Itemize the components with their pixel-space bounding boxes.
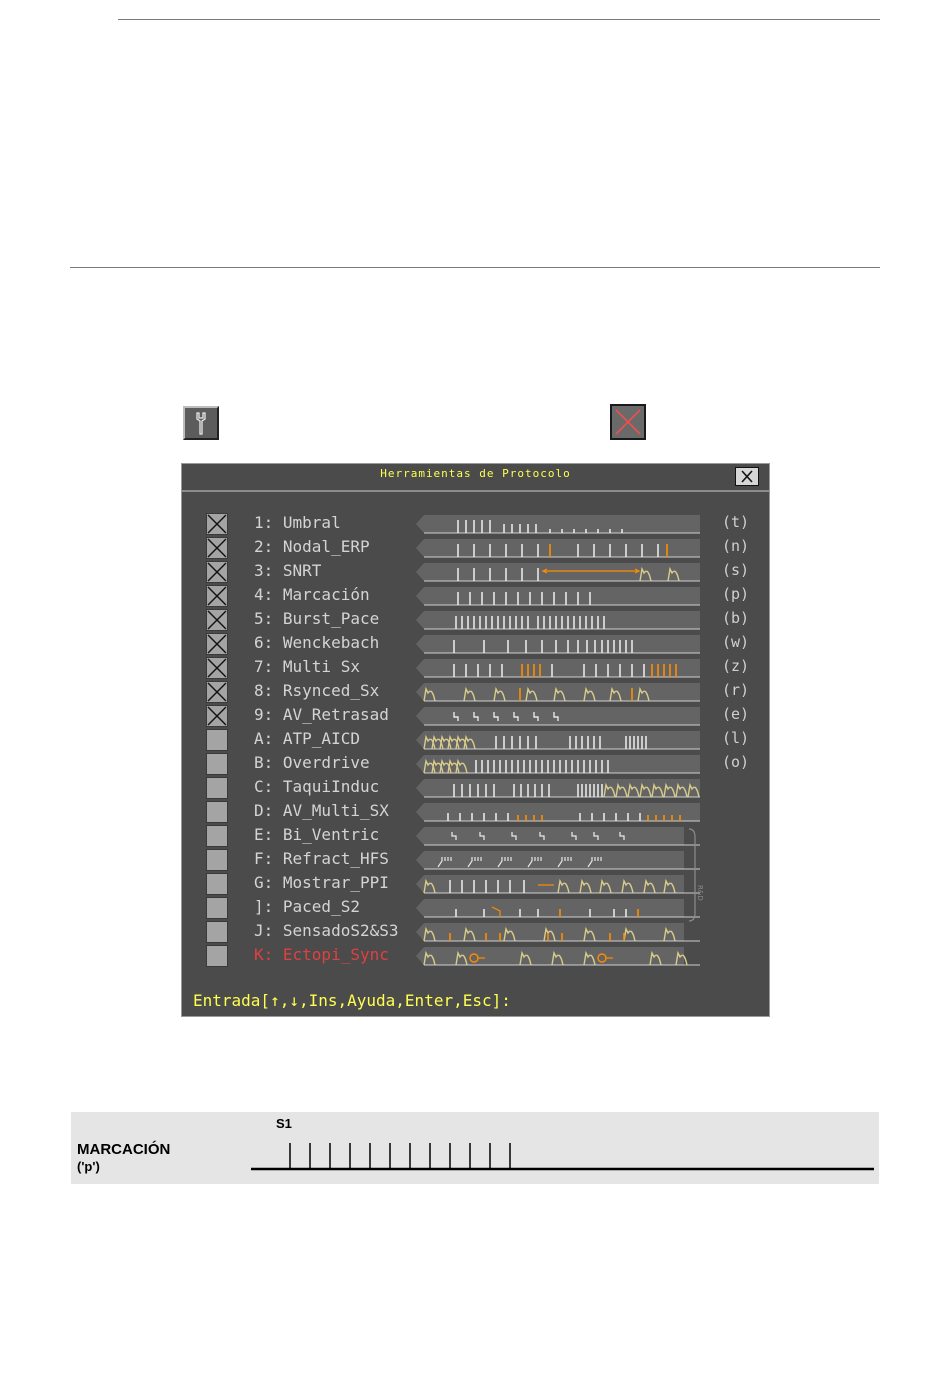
protocol-label: 5: Burst_Pace bbox=[254, 609, 380, 628]
protocol-strip bbox=[414, 633, 704, 655]
protocol-shortcut: (o) bbox=[722, 753, 750, 771]
protocol-row[interactable] bbox=[182, 583, 769, 607]
protocol-checkbox[interactable] bbox=[206, 729, 228, 751]
protocol-strip bbox=[414, 729, 704, 751]
protocol-strip bbox=[414, 681, 704, 703]
protocol-strip bbox=[414, 873, 704, 895]
protocol-checkbox[interactable] bbox=[206, 825, 228, 847]
protocol-label: 2: Nodal_ERP bbox=[254, 537, 370, 556]
protocol-strip bbox=[414, 609, 704, 631]
protocol-shortcut: (s) bbox=[722, 561, 750, 579]
protocol-row[interactable] bbox=[182, 727, 769, 751]
protocol-checkbox[interactable] bbox=[206, 849, 228, 871]
protocol-strip bbox=[414, 753, 704, 775]
protocol-shortcut: (r) bbox=[722, 681, 750, 699]
protocol-row[interactable] bbox=[182, 535, 769, 559]
protocol-row[interactable] bbox=[182, 751, 769, 775]
protocol-strip bbox=[414, 777, 704, 799]
protocol-checkbox[interactable] bbox=[206, 897, 228, 919]
protocol-row[interactable] bbox=[182, 847, 769, 871]
protocol-checkbox[interactable] bbox=[206, 513, 228, 535]
header-rule bbox=[118, 19, 880, 20]
marcacion-trace bbox=[71, 1112, 879, 1184]
protocol-shortcut: (l) bbox=[722, 729, 750, 747]
protocol-checkbox[interactable] bbox=[206, 657, 228, 679]
protocol-row[interactable] bbox=[182, 655, 769, 679]
band-title: MARCACIÓN bbox=[77, 1141, 171, 1158]
strip-bg bbox=[416, 635, 700, 653]
protocol-shortcut: (z) bbox=[722, 657, 750, 675]
protocol-strip bbox=[414, 705, 704, 727]
close-x-icon bbox=[736, 468, 758, 485]
protocol-label: J: SensadoS2&S3 bbox=[254, 921, 399, 940]
input-prompt: Entrada[↑,↓,Ins,Ayuda,Enter,Esc]: bbox=[193, 991, 511, 1010]
protocol-strip bbox=[414, 513, 704, 535]
protocol-checkbox[interactable] bbox=[206, 753, 228, 775]
protocol-label: 1: Umbral bbox=[254, 513, 341, 532]
protocol-checkbox[interactable] bbox=[206, 945, 228, 967]
protocol-row[interactable] bbox=[182, 607, 769, 631]
protocol-label: E: Bi_Ventric bbox=[254, 825, 380, 844]
protocol-shortcut: (p) bbox=[722, 585, 750, 603]
protocol-strip bbox=[414, 921, 704, 943]
protocol-row[interactable] bbox=[182, 559, 769, 583]
protocol-shortcut: (b) bbox=[722, 609, 750, 627]
protocol-strip bbox=[414, 585, 704, 607]
protocol-strip bbox=[414, 945, 704, 967]
protocol-row[interactable] bbox=[182, 919, 769, 943]
protocol-shortcut: (t) bbox=[722, 513, 750, 531]
section-rule bbox=[70, 267, 880, 268]
protocol-strip bbox=[414, 657, 704, 679]
protocol-row[interactable] bbox=[182, 679, 769, 703]
wrench-icon bbox=[185, 408, 217, 438]
checked-x-icon bbox=[207, 682, 227, 702]
band-key: ('p') bbox=[77, 1159, 100, 1174]
protocol-checkbox[interactable] bbox=[206, 585, 228, 607]
strip-bg bbox=[416, 803, 700, 821]
rnd-bracket bbox=[687, 827, 704, 923]
checked-x-icon bbox=[207, 538, 227, 558]
protocol-label: 7: Multi Sx bbox=[254, 657, 360, 676]
protocol-checkbox[interactable] bbox=[206, 777, 228, 799]
checked-x-icon bbox=[207, 658, 227, 678]
protocol-checkbox[interactable] bbox=[206, 873, 228, 895]
protocol-tools-panel bbox=[181, 463, 770, 1017]
protocol-strip bbox=[414, 561, 704, 583]
protocol-label: K: Ectopi_Sync bbox=[254, 945, 389, 964]
protocol-label: B: Overdrive bbox=[254, 753, 370, 772]
protocol-label: G: Mostrar_PPI bbox=[254, 873, 389, 892]
checked-x-icon bbox=[207, 634, 227, 654]
rnd-label: R&D bbox=[696, 885, 704, 901]
protocol-label: A: ATP_AICD bbox=[254, 729, 360, 748]
protocol-label: 8: Rsynced_Sx bbox=[254, 681, 380, 700]
checked-x-icon bbox=[207, 706, 227, 726]
protocol-shortcut: (n) bbox=[722, 537, 750, 555]
protocol-checkbox[interactable] bbox=[206, 921, 228, 943]
protocol-label: 6: Wenckebach bbox=[254, 633, 380, 652]
protocol-tools-button[interactable] bbox=[183, 406, 219, 440]
protocol-label: 9: AV_Retrasad bbox=[254, 705, 389, 724]
protocol-shortcut: (e) bbox=[722, 705, 750, 723]
protocol-row[interactable] bbox=[182, 895, 769, 919]
protocol-label: D: AV_Multi_SX bbox=[254, 801, 389, 820]
protocol-checkbox[interactable] bbox=[206, 705, 228, 727]
strip-bg bbox=[416, 851, 684, 869]
protocol-checkbox[interactable] bbox=[206, 561, 228, 583]
strip-bg bbox=[416, 611, 700, 629]
protocol-checkbox[interactable] bbox=[206, 681, 228, 703]
protocol-row[interactable] bbox=[182, 703, 769, 727]
protocol-strip bbox=[414, 897, 704, 919]
protocol-row[interactable] bbox=[182, 943, 769, 967]
protocol-label: 3: SNRT bbox=[254, 561, 322, 580]
protocol-strip bbox=[414, 537, 704, 559]
band-s1-label: S1 bbox=[276, 1116, 292, 1131]
cancel-tool-button[interactable] bbox=[610, 404, 646, 440]
checked-x-icon bbox=[207, 562, 227, 582]
marcacion-band bbox=[71, 1112, 879, 1184]
protocol-label: F: Refract_HFS bbox=[254, 849, 389, 868]
protocol-checkbox[interactable] bbox=[206, 537, 228, 559]
protocol-checkbox[interactable] bbox=[206, 801, 228, 823]
protocol-row[interactable] bbox=[182, 631, 769, 655]
close-button[interactable] bbox=[735, 467, 759, 486]
protocol-row[interactable] bbox=[182, 799, 769, 823]
panel-title: Herramientas de Protocolo bbox=[380, 467, 571, 480]
title-separator bbox=[182, 490, 769, 492]
strip-bg bbox=[416, 707, 700, 725]
protocol-checkbox[interactable] bbox=[206, 609, 228, 631]
protocol-row[interactable] bbox=[182, 775, 769, 799]
checked-x-icon bbox=[207, 586, 227, 606]
protocol-row[interactable] bbox=[182, 511, 769, 535]
protocol-shortcut: (w) bbox=[722, 633, 750, 651]
red-x-icon bbox=[612, 406, 644, 438]
protocol-label: ]: Paced_S2 bbox=[254, 897, 360, 916]
strip-bg bbox=[416, 923, 684, 941]
checked-x-icon bbox=[207, 610, 227, 630]
protocol-strip bbox=[414, 825, 704, 847]
checked-x-icon bbox=[207, 514, 227, 534]
protocol-strip bbox=[414, 801, 704, 823]
protocol-label: 4: Marcación bbox=[254, 585, 370, 604]
protocol-row[interactable] bbox=[182, 871, 769, 895]
protocol-row[interactable] bbox=[182, 823, 769, 847]
protocol-strip bbox=[414, 849, 704, 871]
protocol-label: C: TaquiInduc bbox=[254, 777, 380, 796]
protocol-checkbox[interactable] bbox=[206, 633, 228, 655]
